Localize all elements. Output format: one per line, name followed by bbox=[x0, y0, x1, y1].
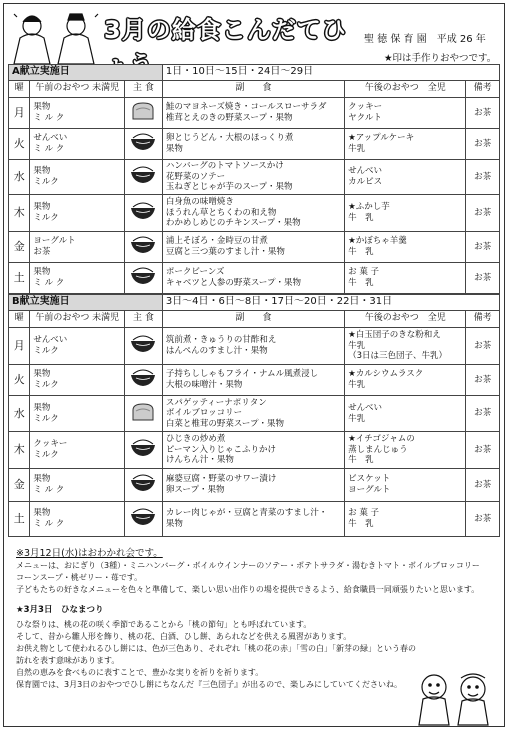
farewell-text bbox=[16, 560, 480, 596]
am-snack-item: ミルク bbox=[33, 213, 59, 223]
pm-snack-item: 牛 乳 bbox=[348, 278, 374, 288]
side-dish-item: 鮭のマヨネーズ焼き・コールスローサラダ bbox=[165, 102, 327, 113]
pm-snack-item: カルピス bbox=[348, 177, 383, 187]
menu-row bbox=[9, 328, 500, 365]
note-cell: お茶 bbox=[466, 365, 500, 396]
menu-row bbox=[9, 396, 500, 432]
nursery-name: 聖 徳 保 育 園 平成 26 年 bbox=[364, 34, 486, 45]
day-label: 水 bbox=[9, 396, 30, 432]
section-dates: 1日・10日〜15日・24日〜29日 bbox=[162, 65, 499, 81]
rice-bowl-icon bbox=[130, 473, 156, 493]
am-snack-item: ヨーグルト bbox=[33, 236, 76, 247]
pm-snack-item: 牛乳 bbox=[348, 144, 366, 154]
side-dish-item: 椎茸とえのきの野菜スープ・果物 bbox=[165, 113, 293, 123]
day-label: 月 bbox=[9, 328, 30, 365]
note-cell: お茶 bbox=[466, 396, 500, 432]
col-am-snack: 午前のおやつ 未満児 bbox=[30, 81, 125, 98]
am-snack-item: 果物 bbox=[33, 202, 51, 213]
note-cell: お茶 bbox=[466, 195, 500, 232]
side-dish-item: ハンバーグのトマトソースかけ bbox=[165, 161, 284, 172]
pm-snack-item: ビスケット bbox=[348, 474, 391, 485]
side-dish-item: スパゲッティーナポリタン bbox=[165, 397, 267, 408]
rice-bowl-icon bbox=[130, 165, 156, 185]
paragraph-line: ひな祭りは、桃の花の咲く季節であることから「桃の節句」とも呼ばれています。 bbox=[16, 620, 312, 629]
paragraph-line: お供え物として使われるひし餅には、色が三色あり、それぞれ「桃の花の赤」「雪の白」「新芽の緑」という春の訪れを表す意味があります。 bbox=[16, 644, 416, 665]
side-dish-item: ピーマン入りじゃこふりかけ bbox=[165, 444, 276, 455]
menu-row bbox=[9, 129, 500, 160]
pm-snack-item: 牛 乳 bbox=[348, 213, 374, 223]
am-snack-item: ミ ル ク bbox=[33, 144, 65, 154]
pm-snack-item: ★白玉団子のきな粉和え bbox=[348, 330, 441, 341]
am-snack-item: 果物 bbox=[33, 402, 51, 413]
pm-snack-item: せんべい bbox=[348, 402, 382, 413]
side-dish-item: 白身魚の味噌焼き bbox=[165, 197, 234, 208]
side-dish-item: 玉ねぎとじゃが芋のスープ・果物 bbox=[165, 182, 293, 193]
col-note: 備考 bbox=[466, 81, 500, 98]
pm-snack-item: クッキー bbox=[348, 102, 383, 113]
pm-snack-item: お 菓 子 bbox=[348, 508, 380, 519]
rice-bowl-icon bbox=[130, 235, 156, 255]
am-snack-item: ミルク bbox=[33, 346, 59, 356]
pm-snack-item: ★かぼちゃ羊羹 bbox=[348, 236, 407, 247]
side-dish-item: キャベツと人参の野菜スープ・果物 bbox=[165, 278, 301, 288]
side-dish-item: 豆腐と三つ葉のすまし汁・果物 bbox=[165, 247, 285, 257]
day-label: 木 bbox=[9, 432, 30, 469]
menu-row bbox=[9, 160, 500, 195]
children-illustration bbox=[409, 667, 499, 727]
menu-row bbox=[9, 469, 500, 502]
pm-snack-item: せんべい bbox=[348, 166, 382, 177]
menu-row bbox=[9, 432, 500, 469]
am-snack-item: ミルク bbox=[33, 450, 59, 460]
note-cell: お茶 bbox=[466, 502, 500, 537]
day-label: 土 bbox=[9, 263, 30, 294]
note-cell: お茶 bbox=[466, 263, 500, 294]
am-snack-item: 果物 bbox=[33, 369, 51, 380]
day-label: 木 bbox=[9, 195, 30, 232]
am-snack-item: 果物 bbox=[33, 166, 51, 177]
am-snack-item: ミルク bbox=[33, 177, 59, 187]
menu-row bbox=[9, 195, 500, 232]
col-side-dish: 副 食 bbox=[162, 81, 344, 98]
side-dish-item: ポークビーンズ bbox=[165, 267, 225, 278]
rice-bowl-icon bbox=[130, 201, 156, 221]
day-label: 金 bbox=[9, 232, 30, 263]
side-dish-item: ひじきの炒め煮 bbox=[165, 434, 226, 445]
menu-row bbox=[9, 365, 500, 396]
farewell-notice: ※3月12日(水)はおわかれ会です。 bbox=[16, 548, 163, 559]
am-snack-item: 果物 bbox=[33, 474, 51, 485]
note-cell: お茶 bbox=[466, 232, 500, 263]
col-note: 備考 bbox=[466, 311, 500, 328]
page-title: 3月の給食こんだてひ bbox=[104, 16, 347, 44]
side-dish-item: はんぺんのすまし汁・果物 bbox=[165, 346, 268, 356]
menu-page bbox=[3, 3, 505, 727]
am-snack-item: ミ ル ク bbox=[33, 485, 65, 495]
pm-snack-item: お 菓 子 bbox=[348, 267, 380, 278]
am-snack-item: 果物 bbox=[33, 267, 51, 278]
rice-bowl-icon bbox=[130, 507, 156, 527]
col-am-snack: 午前のおやつ 未満児 bbox=[30, 311, 125, 328]
col-pm-snack: 午後のおやつ 全児 bbox=[345, 81, 466, 98]
day-label: 月 bbox=[9, 98, 30, 129]
handmade-note: ★印は手作りおやつです。 bbox=[384, 53, 497, 64]
bread-icon bbox=[130, 402, 156, 422]
am-snack-item: ミルク bbox=[33, 380, 59, 390]
menu-row bbox=[9, 502, 500, 537]
pm-snack-item: ★カルシウムラスク bbox=[348, 369, 424, 380]
side-dish-item: 果物 bbox=[165, 144, 183, 154]
pm-snack-item: 牛 乳 bbox=[348, 455, 374, 466]
hina-dolls-illustration bbox=[10, 8, 102, 66]
bread-icon bbox=[130, 101, 156, 121]
pm-snack-item: 牛乳 bbox=[348, 413, 366, 424]
paragraph-line: そして、昔から雛人形を飾り、桃の花、白酒、ひし餅、あられなどを供える風習があります。 bbox=[16, 632, 352, 641]
side-dish-item: 大根の味噌汁・果物 bbox=[165, 380, 243, 390]
note-cell: お茶 bbox=[466, 98, 500, 129]
side-dish-item: ボイルブロッコリー bbox=[165, 408, 243, 419]
rice-bowl-icon bbox=[130, 368, 156, 388]
menu-row bbox=[9, 263, 500, 294]
am-snack-item: ミルク bbox=[33, 413, 59, 424]
am-snack-item: お茶 bbox=[33, 247, 51, 257]
am-snack-item: せんべい bbox=[33, 335, 68, 346]
pm-snack-item: ヨーグルト bbox=[348, 485, 391, 495]
side-dish-item: 浦上そぼろ・金時豆の甘煮 bbox=[165, 236, 268, 247]
section-label: B献立実施日 bbox=[9, 295, 163, 311]
note-cell: お茶 bbox=[466, 129, 500, 160]
col-staple: 主 食 bbox=[125, 311, 163, 328]
pm-snack-item: 蒸しまんじゅう bbox=[348, 444, 408, 455]
side-dish-item: 花野菜のソテー bbox=[165, 171, 226, 182]
col-day: 曜 bbox=[9, 311, 30, 328]
paragraph-line: メニューは、おにぎり（3種）・ミニハンバーグ・ボイルウインナーのソテー・ポテトサラダ・湯むきトマト・ボイルブロッコリー bbox=[16, 561, 480, 570]
section-label: A献立実施日 bbox=[9, 65, 163, 81]
hinamatsuri-text bbox=[16, 619, 416, 691]
day-label: 金 bbox=[9, 469, 30, 502]
col-side-dish: 副 食 bbox=[162, 311, 344, 328]
side-dish-item: 麻婆豆腐・野菜のサワー漬け bbox=[165, 474, 277, 485]
pm-snack-item: 牛乳 bbox=[348, 380, 366, 390]
pm-snack-item: ヤクルト bbox=[348, 113, 382, 123]
am-snack-item: クッキー bbox=[33, 439, 68, 450]
paragraph-line: コーンスープ・桃ゼリー・苺です。 bbox=[16, 573, 143, 582]
day-label: 水 bbox=[9, 160, 30, 195]
am-snack-item: ミ ル ク bbox=[33, 113, 65, 123]
menu-table-a bbox=[8, 64, 500, 294]
pm-snack-item: ★イチゴジャムの bbox=[348, 434, 415, 445]
paragraph-line: 自然の恵みを食べものに表すことで、豊かな実りを祈りを祈ります。 bbox=[16, 668, 264, 677]
side-dish-item: けんちん汁・果物 bbox=[165, 455, 234, 466]
pm-snack-item: 牛 乳 bbox=[348, 519, 374, 529]
day-label: 火 bbox=[9, 365, 30, 396]
am-snack-item: ミ ル ク bbox=[33, 519, 65, 529]
side-dish-item: 卵スープ・果物 bbox=[165, 485, 225, 495]
day-label: 火 bbox=[9, 129, 30, 160]
hinamatsuri-title: ★3月3日 ひなまつり bbox=[16, 605, 104, 615]
note-cell: お茶 bbox=[466, 432, 500, 469]
note-cell: お茶 bbox=[466, 469, 500, 502]
menu-row bbox=[9, 232, 500, 263]
paragraph-line: 保育園では、3月3日のおやつでひし餅にちなんだ『三色団子』が出るので、楽しみにしていてくださいね。 bbox=[16, 680, 403, 689]
side-dish-item: 果物 bbox=[165, 519, 183, 529]
section-dates: 3日〜4日・6日〜8日・17日〜20日・22日・31日 bbox=[162, 295, 499, 311]
pm-snack-item: （3日は三色団子、牛乳） bbox=[348, 351, 448, 362]
col-staple: 主 食 bbox=[125, 81, 163, 98]
paragraph-line: 子どもたちの好きなメニューを色々と準備して、楽しい思い出作りの場を提供できるよう、給食職員一同頑張りたいと思います。 bbox=[16, 585, 480, 594]
am-snack-item: せんべい bbox=[33, 133, 68, 144]
pm-snack-item: ★ふかし芋 bbox=[348, 202, 390, 213]
side-dish-item: カレー肉じゃが・豆腐と青菜のすまし汁・ bbox=[165, 508, 328, 519]
rice-bowl-icon bbox=[130, 132, 156, 152]
pm-snack-item: ★アップルケーキ bbox=[348, 133, 415, 144]
side-dish-item: 卵とじうどん・大根のほっくり煮 bbox=[165, 133, 294, 144]
rice-bowl-icon bbox=[130, 266, 156, 286]
side-dish-item: 子持ちししゃもフライ・ナムル風煮浸し bbox=[165, 369, 319, 380]
rice-bowl-icon bbox=[130, 438, 156, 458]
side-dish-item: 白菜と椎茸の野菜スープ・果物 bbox=[165, 418, 284, 429]
note-cell: お茶 bbox=[466, 328, 500, 365]
menu-table-b bbox=[8, 294, 500, 537]
am-snack-item: 果物 bbox=[33, 508, 51, 519]
am-snack-item: ミ ル ク bbox=[33, 278, 65, 288]
side-dish-item: わかめしめじのチキンスープ・果物 bbox=[165, 218, 301, 229]
pm-snack-item: 牛 乳 bbox=[348, 247, 374, 257]
side-dish-item: 筑前煮・きゅうりの甘酢和え bbox=[165, 335, 277, 346]
col-pm-snack: 午後のおやつ 全児 bbox=[345, 311, 466, 328]
am-snack-item: 果物 bbox=[33, 102, 51, 113]
rice-bowl-icon bbox=[130, 334, 156, 354]
menu-row bbox=[9, 98, 500, 129]
day-label: 土 bbox=[9, 502, 30, 537]
note-cell: お茶 bbox=[466, 160, 500, 195]
col-day: 曜 bbox=[9, 81, 30, 98]
pm-snack-item: 牛乳 bbox=[348, 340, 366, 351]
side-dish-item: ほうれん草とちくわの和え物 bbox=[165, 207, 277, 218]
